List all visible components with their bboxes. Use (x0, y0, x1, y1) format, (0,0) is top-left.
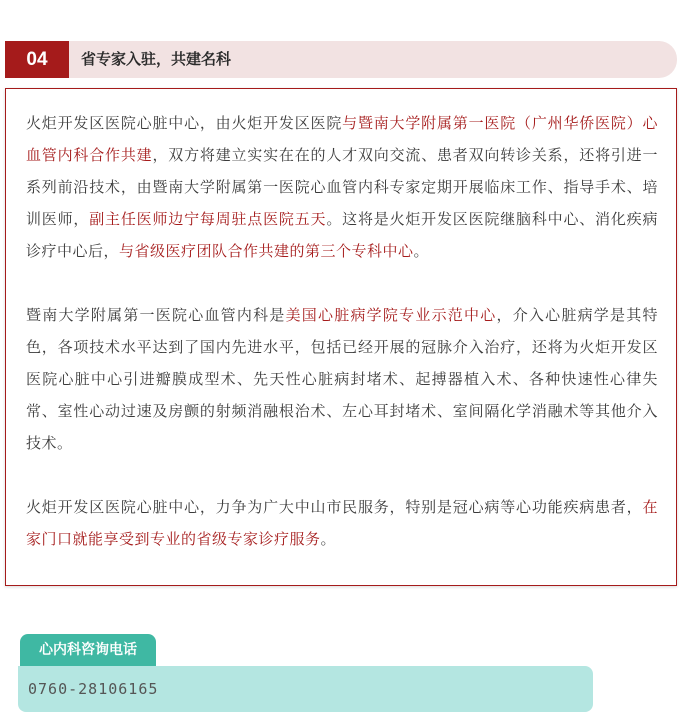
body-text: 。 (320, 530, 337, 548)
highlighted-text: 与省级医疗团队合作共建的第三个专科中心 (119, 242, 414, 260)
body-text: 暨南大学附属第一医院心血管内科是 (26, 306, 286, 324)
article-paragraph (26, 491, 658, 555)
section-number-badge: 04 (5, 41, 69, 78)
highlighted-text: 副主任医师边宁每周驻点医院五天 (89, 210, 327, 228)
body-text: 火炬开发区医院心脏中心，力争为广大中山市民服务，特别是冠心病等心功能疾病患者， (26, 498, 643, 516)
article-content-box (5, 88, 677, 586)
highlighted-text: 美国心脏病学院专业示范中心 (285, 306, 497, 324)
contact-label-tab: 心内科咨询电话 (20, 634, 156, 666)
section-header (5, 41, 677, 78)
body-text: 。 (413, 242, 430, 260)
body-text: ，介入心脏病学是其特色，各项技术水平达到了国内先进水平，包括已经开展的冠脉介入治疗，还将为火炬开发区医院心脏中心引进瓣膜成型术、先天性心脏病封堵术、起搏器植入术、各种快速性心律失常、室性心动过速及房颤的射频消融根治术、左心耳封堵术、室间隔化学消融术等其他介入技术。 (26, 306, 658, 452)
section-title: 省专家入驻，共建名科 (81, 50, 232, 68)
highlighted-text: 在家门口就能享受到专业的省级专家诊疗服务 (26, 498, 658, 548)
article-paragraph (26, 299, 658, 459)
body-text: 火炬开发区医院心脏中心，由火炬开发区医院 (26, 114, 343, 132)
body-text: ，双方将建立实实在在的人才双向交流、患者双向转诊关系，还将引进一系列前沿技术，由暨南大学附属第一医院心血管内科专家定期开展临床工作、指导手术、培训医师， (26, 146, 658, 228)
highlighted-text: 与暨南大学附属第一医院（广州华侨医院）心血管内科合作共建 (26, 114, 658, 164)
contact-phone-box (18, 666, 593, 712)
body-text: 。这将是火炬开发区医院继脑科中心、消化疾病诊疗中心后， (26, 210, 658, 260)
contact-phone-number[interactable]: 0760-28106165 (28, 680, 159, 698)
article-paragraph (26, 107, 658, 267)
